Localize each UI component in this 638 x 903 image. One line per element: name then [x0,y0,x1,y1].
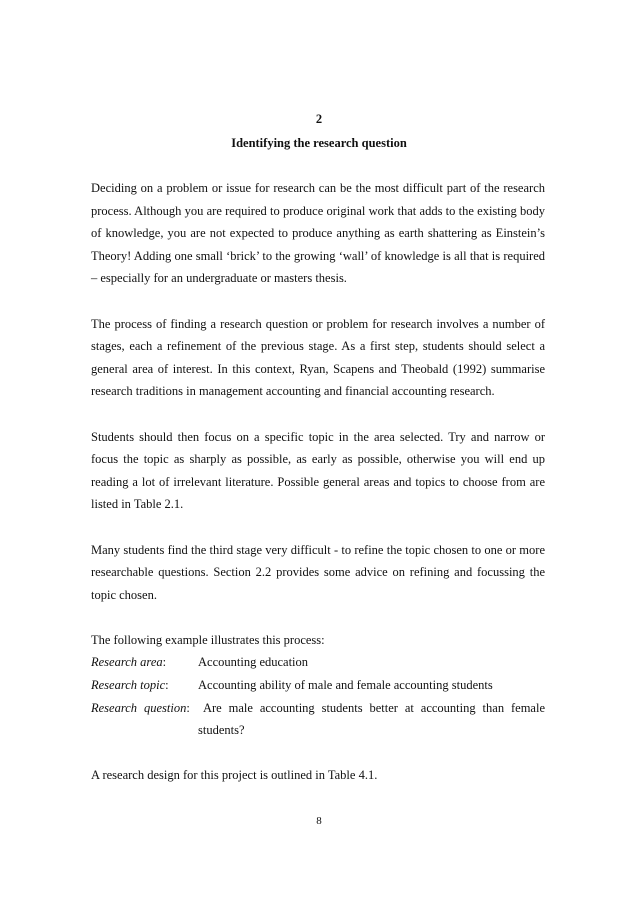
example-question-value: Are male accounting students better at accounting than female [202,700,545,715]
paragraph-2: The process of finding a research question or problem for research involves a number of stages, each a refinement of the previous stage. As a first step, students should select a general area of interest. In this context, Ryan, Scapens and Theobald (1992) summarise research traditions in management accounting and financial accounting research. [91,316,545,399]
example-area-label: Research area [91,655,163,670]
example-area-value: Accounting education [198,655,309,670]
example-question-continuation: students? [198,723,245,738]
chapter-title: Identifying the research question [231,136,407,150]
paragraph-4: Many students find the third stage very difficult - to refine the topic chosen to one or more researchable questions. Section 2.2 provides some advice on refining and focussing the topic chosen. [91,542,545,602]
paragraph-1: Deciding on a problem or issue for research can be the most difficult part of the research process. Although you are required to produce original work that adds to the existing body of knowledge, you are not expected to produce anything as earth shattering as Einstein’s Theory! Adding one small ‘brick’ to the growing ‘wall’ of knowledge is all that is required – especially for an undergraduate or masters thesis. [91,181,545,286]
example-topic-value: Accounting ability of male and female accounting students [198,678,493,693]
example-question-row: Research question: Are male accounting students better at accounting than female [91,700,545,715]
page-number: 8 [316,815,322,827]
example-area-label-wrap: Research area: [91,655,167,670]
example-topic-label-wrap: Research topic: [91,678,169,693]
closing-paragraph: A research design for this project is outlined in Table 4.1. [91,768,378,783]
example-topic-row [91,674,545,697]
example-area-row [91,651,545,674]
chapter-number: 2 [315,112,323,126]
example-block [91,629,545,742]
paragraph-3: Students should then focus on a specific topic in the area selected. Try and narrow or focus the topic as sharply as possible, as early as possible, otherwise you will end up reading a lot of irrelevant literature. Possible general areas and topics to choose from are listed in Table 2.1. [91,429,545,512]
example-intro: The following example illustrates this process: [91,632,325,647]
example-question-label: Research question [91,700,187,715]
body-text [91,177,545,810]
example-topic-label: Research topic [91,678,166,693]
